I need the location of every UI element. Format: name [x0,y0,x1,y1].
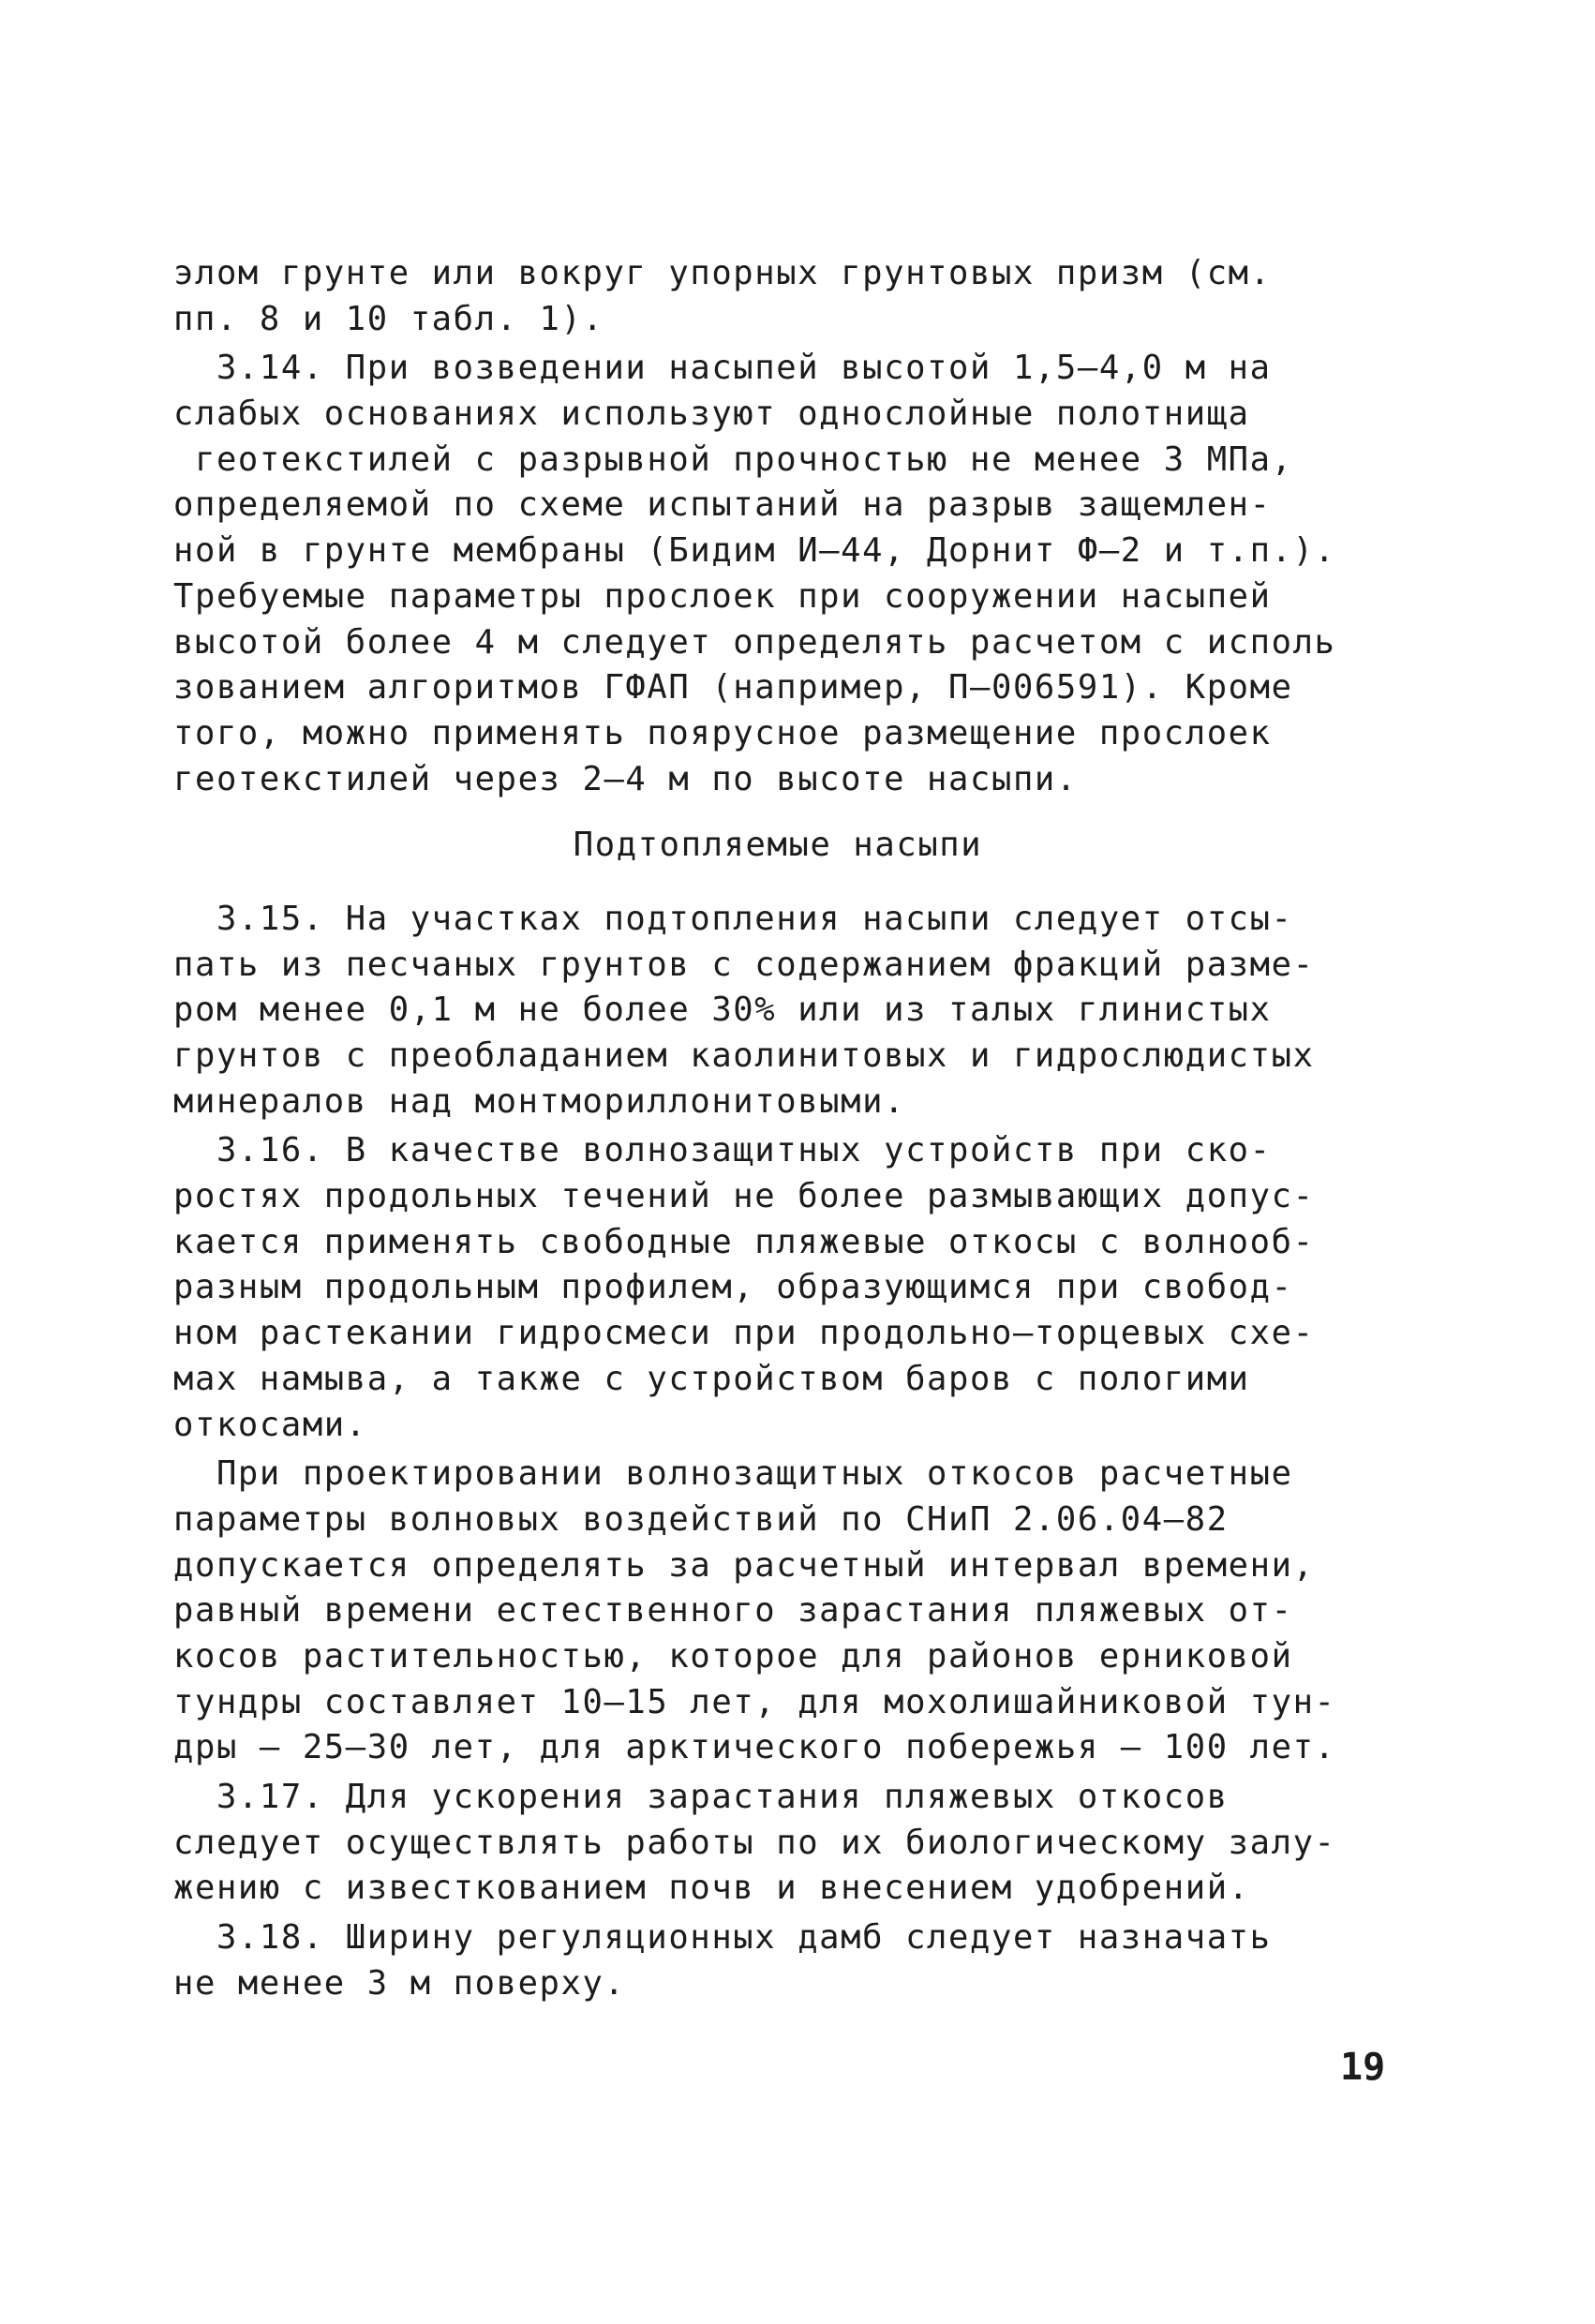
paragraph-3-14 [173,346,1420,802]
text-line: 3.16. В качестве волнозащитных устройств при ско- [173,1131,1272,1170]
text-line: 3.14. При возведении насыпей высотой 1,5–4,0 м на [173,349,1272,388]
paragraph-text [173,1128,1420,1448]
text-line: мах намыва, а также с устройством баров с пологими [173,1359,1250,1398]
paragraph-text [173,251,1420,342]
document-page [173,251,1420,2006]
text-line: равный времени естественного зарастания пляжевых от- [173,1591,1293,1631]
text-line: того, можно применять поярусное размещение прослоек [173,713,1272,752]
paragraph-3-16 [173,1128,1420,1448]
text-line: жению с известкованием почв и внесением удобрений. [173,1869,1250,1908]
text-line: элом грунте или вокруг упорных грунтовых призм (см. [173,254,1272,292]
text-line: пать из песчаных грунтов с содержанием фракций разме- [173,945,1315,984]
text-line: 3.18. Ширину регуляционных дамб следует назначать [173,1918,1272,1958]
text-line: высотой более 4 м следует определять расчетом с исполь [173,622,1336,662]
text-line: При проектировании волнозащитных откосов расчетные [173,1454,1293,1494]
text-line: геотекстилей через 2–4 м по высоте насыпи. [173,759,1078,798]
section-heading: Подтопляемые насыпи [573,826,983,865]
text-line: следует осуществлять работы по их биологическому залу- [173,1823,1336,1862]
text-line: параметры волновых воздействий по СНиП 2.06.04–82 [173,1499,1229,1539]
text-line: косов растительностью, которое для районов ерниковой [173,1636,1293,1676]
text-line: 3.17. Для ускорения зарастания пляжевых откосов [173,1778,1229,1817]
text-line: геотекстилей с разрывной прочностью не менее 3 МПа, [173,439,1293,479]
paragraph-text [173,1775,1420,1912]
paragraph-text [173,346,1420,802]
paragraph-text [173,1915,1420,2006]
text-line: допускается определять за расчетный интервал времени, [173,1545,1315,1585]
text-line: не менее 3 м поверху. [173,1963,626,2003]
paragraph-continuation [173,251,1420,342]
paragraph-3-17 [173,1775,1420,1912]
text-line: зованием алгоритмов ГФАП (например, П–006591). Кроме [173,668,1293,708]
text-line: ростях продольных течений не более размывающих допус- [173,1177,1315,1216]
text-line: ной в грунте мембраны (Бидим И–44, Дорнит Ф–2 и т.п.). [173,531,1336,571]
text-line: грунтов с преобладанием каолинитовых и гидрослюдистых [173,1036,1315,1076]
paragraph-text [173,1452,1420,1771]
text-line: минералов над монтмориллонитовыми. [173,1081,906,1121]
text-line: ром менее 0,1 м не более 30% или из талых глинистых [173,991,1272,1030]
text-line: Требуемые параметры прослоек при сооружении насыпей [173,576,1272,616]
paragraph-3-15 [173,897,1420,1125]
text-line: 3.15. На участках подтопления насыпи следует отсы- [173,899,1293,938]
paragraph-text [173,897,1420,1125]
page-number: 19 [1340,2046,1386,2089]
paragraph-design [173,1452,1420,1771]
text-line: определяемой по схеме испытаний на разрыв защемлен- [173,485,1272,525]
text-line: разным продольным профилем, образующимся при свобод- [173,1268,1293,1307]
text-line: ном растекании гидросмеси при продольно–торцевых схе- [173,1314,1315,1353]
text-line: кается применять свободные пляжевые откосы с волнооб- [173,1222,1315,1261]
text-line: тундры составляет 10–15 лет, для мохолишайниковой тун- [173,1682,1336,1721]
text-line: дры – 25–30 лет, для арктического побережья – 100 лет. [173,1728,1336,1767]
text-line: откосами. [173,1405,367,1444]
paragraph-3-18 [173,1915,1420,2006]
text-line: слабых основаниях используют однослойные полотнища [173,395,1250,434]
text-line: пп. 8 и 10 табл. 1). [173,299,604,338]
